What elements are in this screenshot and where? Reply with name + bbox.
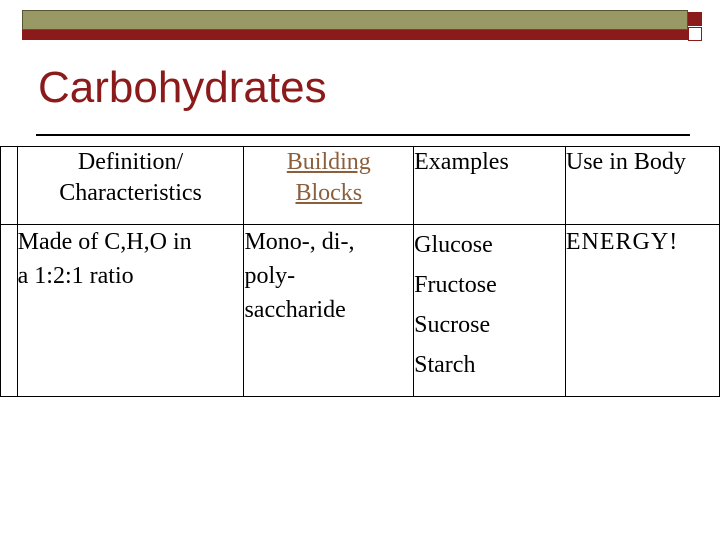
carbohydrates-table (0, 146, 720, 397)
building-block-line: Mono-, di-, (244, 229, 355, 255)
example-item: Starch (414, 352, 476, 378)
header-definition-line: Characteristics (59, 180, 202, 206)
definition-line: a 1:2:1 ratio (17, 263, 134, 289)
slide-title: Carbohydrates (38, 63, 327, 112)
building-block-line: poly- (244, 263, 296, 289)
header-examples: Examples (414, 147, 566, 225)
red-accent-band (22, 30, 688, 40)
cell-examples (414, 225, 566, 397)
olive-title-strip (22, 10, 688, 30)
header-definition (17, 147, 244, 225)
definition-line: Made of C,H,O in (17, 229, 192, 255)
building-block-line: saccharide (244, 297, 346, 323)
title-underline-rule (36, 134, 690, 136)
header-definition-line: Definition/ (77, 149, 184, 175)
cell-use-in-body: ENERGY! (565, 225, 719, 397)
example-item: Sucrose (414, 312, 491, 338)
table-row (1, 225, 720, 397)
cell-definition (17, 225, 244, 397)
building-blocks-link[interactable]: Building (286, 149, 371, 175)
header-use-in-body: Use in Body (565, 147, 719, 225)
table-gutter-cell (1, 147, 18, 225)
example-item: Glucose (414, 232, 493, 258)
corner-square-outline (688, 27, 702, 41)
table-gutter-cell (1, 225, 18, 397)
header-building-blocks[interactable] (244, 147, 414, 225)
building-blocks-link[interactable]: Blocks (295, 180, 363, 206)
example-item: Fructose (414, 272, 497, 298)
corner-square-filled (688, 12, 702, 26)
table-header-row (1, 147, 720, 225)
top-decorative-bar (22, 10, 708, 40)
cell-building-blocks (244, 225, 414, 397)
